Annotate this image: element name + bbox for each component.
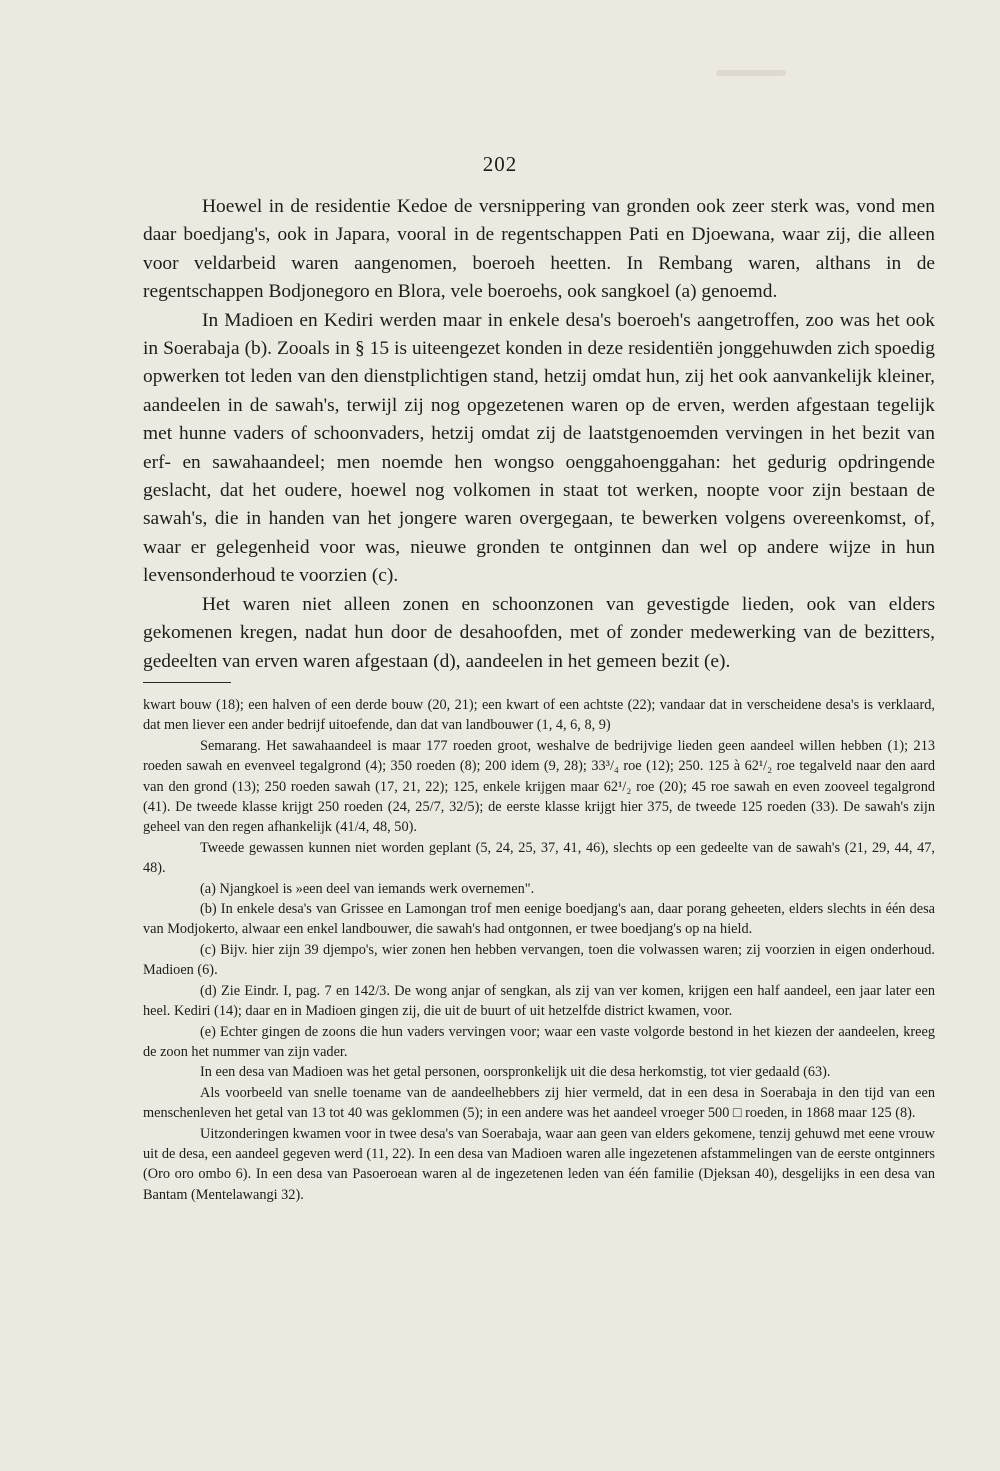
footnote-e: (e) Echter gingen de zoons die hun vaders vervingen voor; waar een vaste volgorde bestond in het kiezen der aandeelen, kreeg de zoon het nummer van zijn vader. [143, 1023, 935, 1060]
main-paragraph-3: Het waren niet alleen zonen en schoonzonen van gevestigde lieden, ook van elders gekomenen kregen, nadat hun door de desahoofden, met of zonder medewerking van de bezitters, gedeelten van erven waren afgestaan (d), aandeelen in het gemeen bezit (e). [143, 593, 935, 672]
page-number: 202 [482, 152, 518, 176]
footnote-uitzonderingen: Uitzonderingen kwamen voor in twee desa's van Soerabaja, waar aan geen van elders gekomene, tenzij gehuwd met eene vrouw uit de desa, een aandeel gegeven werd (11, 22). In een desa van Madioen waren alle ingezetenen afstammelingen van de eerste ontginners (Oro oro ombo 6). In een desa van Pasoeroean waren al de ingezetenen leden van één familie (Djeksan 40), desgelijks in een desa van Bantam (Mentelawangi 32). [143, 1125, 935, 1203]
footnote-c: (c) Bijv. hier zijn 39 djempo's, wier zonen hen hebben vervangen, toen die volwassen waren; zij voorzien in eigen onderhoud. Madioen (6). [143, 941, 935, 979]
main-paragraph-2: In Madioen en Kediri werden maar in enkele desa's boeroeh's aangetroffen, zoo was het ook in Soerabaja (b). Zooals in § 15 is uiteengezet konden in deze residentiën jonggehuwden zich spoedig opwerken tot leden van den dienstplichtigen stand, hetzij omdat hun, zij het ook aanvankelijk kleiner, aandeelen in de sawah's, terwijl zij nog opgezetenen waren op de erven, werden afgestaan tegelijk met hunne vaders of schoonvaders, hetzij omdat zij de laatstgenoemden vervingen in het bezit van erf- en sawahaandeel; men noemde hen wongso oenggahoenggahan: het gedurig opdringende geslacht, dat het oudere, hoewel nog volkomen in staat tot werken, noopte voor zijn bestaan de sawah's, die in handen van het jongere waren overgegaan, te bewerken volgens overeenkomst, of, waar er gelegenheid voor was, nieuwe gronden te ontginnen dan wel op andere wijze in hun levensonderhoud te voorzien (c). [143, 309, 935, 587]
footnote-a: (a) Njangkoel is »een deel van iemands werk overnemen". [200, 880, 535, 897]
footnote-separator [143, 682, 231, 683]
footnote-madioen: In een desa van Madioen was het getal personen, oorspronkelijk uit die desa herkomstig, tot vier gedaald (63). [200, 1064, 831, 1081]
footnotes [143, 695, 935, 1205]
main-paragraph-1: Hoewel in de residentie Kedoe de versnippering van gronden ook zeer sterk was, vond men daar boedjang's, ook in Japara, vooral in de regentschappen Pati en Djoewana, waar zij, die alleen voor veldarbeid waren aangenomen, boeroeh heetten. In Rembang waren, althans in de regentschappen Bodjonegoro en Blora, vele boeroehs, ook sangkoel (a) genoemd. [143, 196, 935, 303]
paper-stain [716, 70, 786, 76]
footnote-tweede-gewassen: Tweede gewassen kunnen niet worden geplant (5, 24, 25, 37, 41, 46), slechts op een gedeelte van de sawah's (21, 29, 44, 47, 48). [143, 839, 935, 877]
footnote-b: (b) In enkele desa's van Grissee en Lamongan trof men eenige boedjang's aan, daar porang geheeten, elders slechts in één desa van Modjokerto, alwaar een enkel landbouwer, die sawah's had ontgonnen, er twee boedjang's op na hield. [143, 901, 935, 938]
footnote-semarang: Semarang. Het sawahaandeel is maar 177 roeden groot, weshalve de bedrijvige lieden geen aandeel willen hebben (1); 213 roeden sawah en evenveel tegalgrond (4); 350 roeden (8); 200 idem (9, 28); 33³/₄ roe (12); 250. 125 à 62¹/₂ roe tegalveld naar den aard van den grond (13); 250 roeden sawah (17, 21, 22); 125, enkele krijgen maar 62¹/₂ roe (20); 45 roe sawah en even zooveel tegalgrond (41). De tweede klasse krijgt 250 roeden (24, 25/7, 32/5); de eerste klasse krijgt hier 375, de tweede 125 roeden (33). De sawah's zijn geheel van den regen afhankelijk (41/4, 48, 50). [143, 737, 935, 836]
footnote-d: (d) Zie Eindr. I, pag. 7 en 142/3. De wong anjar of sengkan, als zij van ver komen, krijgen een half aandeel, een jaar later een heel. Kediri (14); daar en in Madioen gingen zij, die uit de buurt of uit hetzelfde district kwamen, voor. [143, 982, 935, 1020]
footnote-voorbeeld: Als voorbeeld van snelle toename van de aandeelhebbers zij hier vermeld, dat in een desa in Soerabaja in den tijd van een menschenleven het getal van 13 tot 40 was geklommen (5); in een andere was het aandeel vroeger 500 □ roeden, in 1868 maar 125 (8). [143, 1084, 935, 1122]
main-text [143, 193, 935, 676]
footnote-continuation: kwart bouw (18); een halven of een derde bouw (20, 21); een kwart of een achtste (22); vandaar dat in verscheidene desa's is verklaard, dat men liever een ander bedrijf uitoefende, dan dat van landbouwer (1, 4, 6, 8, 9) [143, 697, 935, 734]
